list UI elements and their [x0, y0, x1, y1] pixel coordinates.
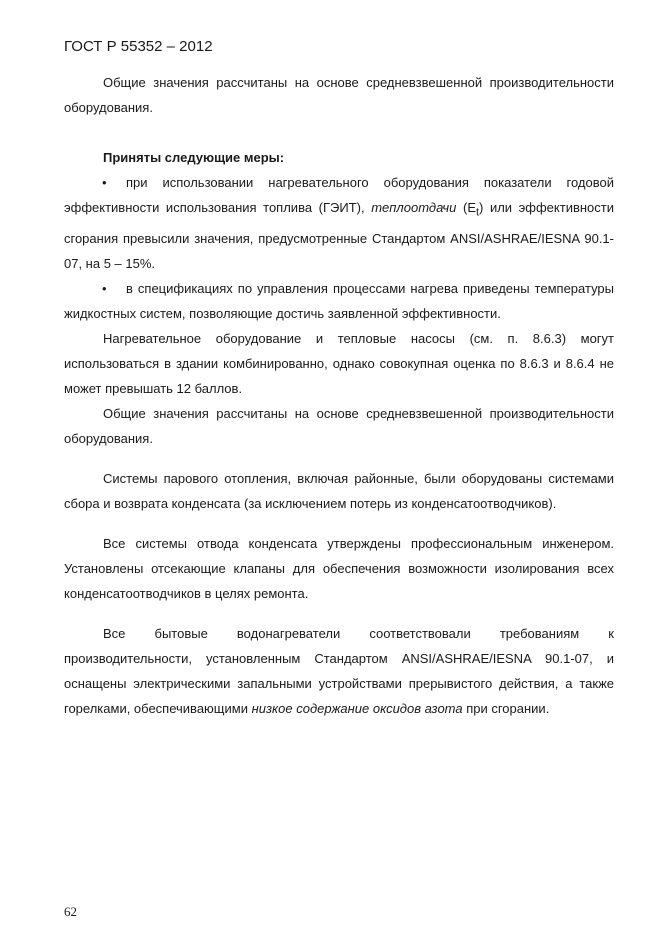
paragraph-general-values-2: Общие значения рассчитаны на основе средневзвешенной производительности оборудования.: [64, 405, 614, 446]
page-header: ГОСТ Р 55352 – 2012: [64, 38, 213, 55]
bullet2-text: в спецификациях по управления процессами нагрева приведены температуры жидкостных систем, позволяющие достичь заявленной эффективности.: [64, 280, 614, 321]
page-number: 62: [64, 904, 77, 919]
paragraph-heat-pumps: Нагревательное оборудование и тепловые насосы (см. п. 8.6.3) могут использоваться в здании комбинированно, однако совокупная оценка по 8.6.3 и 8.6.4 не может превышать 12 баллов.: [64, 330, 614, 396]
bullet-item-heating-efficiency: [64, 170, 614, 276]
p6-italic: низкое содержание оксидов азота: [251, 700, 463, 716]
p6-text-end: при сгорании.: [462, 700, 550, 716]
bullet1-et-sub: t: [476, 206, 480, 219]
bullet1-text-end: ) или эффективности сгорания превысили значения, предусмотренные Стандартом ANSI/ASHRAE/IESNA 90.1-07, на 5 – 15%.: [64, 200, 614, 271]
paragraph-general-values-1: Общие значения рассчитаны на основе средневзвешенной производительности оборудования.: [64, 75, 614, 115]
p6-text: Все бытовые водонагреватели соответствовали требованиям к производительности, установленным Стандартом ANSI/ASHRAE/IESNA 90.1-07, и оснащены электрическими запальными устройствами прерывистого действия, а также горелками, обеспечивающими: [64, 625, 614, 716]
bullet1-text: при использовании нагревательного оборудования показатели годовой эффективности использования топлива (ГЭИТ),: [64, 175, 614, 215]
paragraph-steam-heating: Системы парового отопления, включая районные, были оборудованы системами сбора и возврата конденсата (за исключением потерь из конденсатоотводчиков).: [64, 470, 614, 511]
bullet1-et: (E: [456, 200, 477, 215]
bullet-icon: •: [102, 175, 107, 190]
measures-heading: Приняты следующие меры:: [103, 150, 285, 165]
paragraph-condensate-systems: Все системы отвода конденсата утверждены профессиональным инженером. Установлены отсекающие клапаны для обеспечения возможности изолирования всех конденсатоотводчиков в целях ремонта.: [64, 535, 614, 601]
bullet-icon: •: [102, 280, 107, 296]
paragraph-water-heaters: [64, 621, 614, 721]
bullet1-italic: теплоотдачи: [371, 200, 457, 215]
bullet-item-control-specs: [64, 276, 614, 326]
document-body: [64, 70, 614, 721]
